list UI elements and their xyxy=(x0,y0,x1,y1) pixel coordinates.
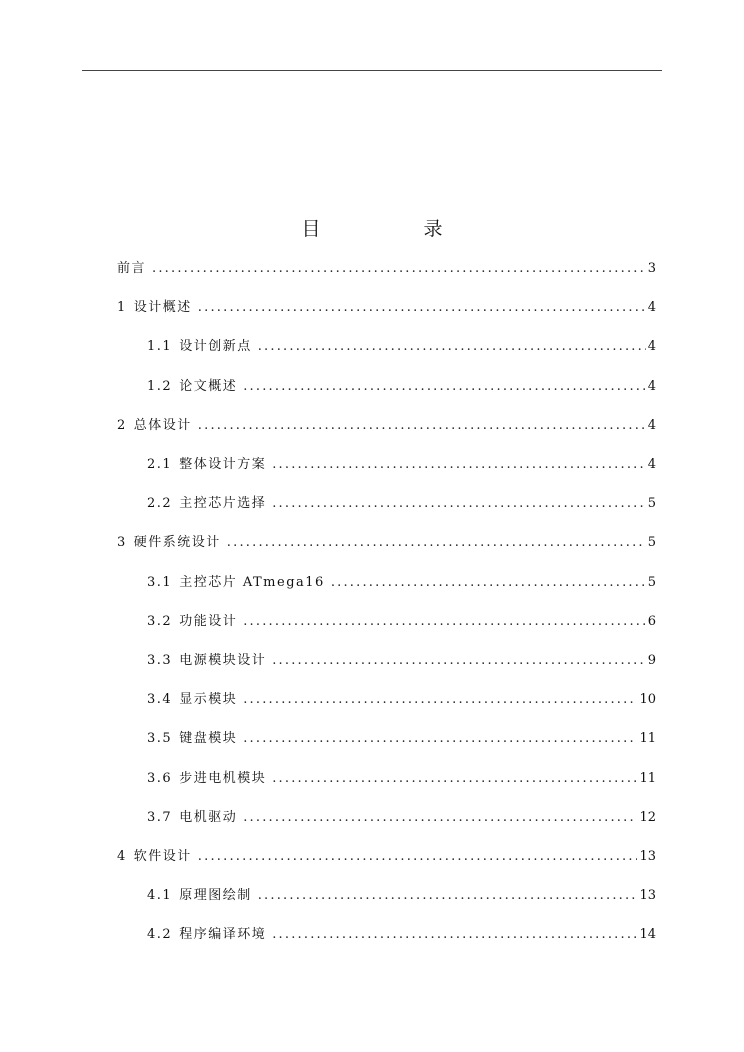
toc-entry[interactable] xyxy=(147,375,656,397)
toc-entry-page-number: 14 xyxy=(639,927,656,942)
toc-entry-label: 显示模块 xyxy=(179,692,238,707)
toc-entry-label: 程序编译环境 xyxy=(179,927,267,942)
toc-entry[interactable] xyxy=(147,610,656,632)
toc-entry-number: 2.2 xyxy=(147,496,173,511)
toc-entry-page-number: 4 xyxy=(647,300,656,315)
toc-entry-label: 步进电机模块 xyxy=(179,771,267,786)
toc-entry[interactable] xyxy=(117,257,656,279)
toc-entry[interactable] xyxy=(147,571,656,593)
toc-dot-leader xyxy=(243,731,637,746)
toc-entry-label: 设计创新点 xyxy=(179,339,252,354)
toc-entry[interactable] xyxy=(147,727,656,749)
toc-entry-page-number: 9 xyxy=(647,653,656,668)
toc-dot-leader xyxy=(152,261,646,276)
toc-entry-number: 2.1 xyxy=(147,457,173,472)
toc-entry-label: 软件设计 xyxy=(133,849,192,864)
toc-entry-label: 整体设计方案 xyxy=(179,457,267,472)
toc-title: 目 录 xyxy=(301,218,485,240)
toc-entry[interactable] xyxy=(147,335,656,357)
toc-entry-label: 主控芯片选择 xyxy=(179,496,267,511)
toc-dot-leader xyxy=(243,614,646,629)
toc-entry-number: 4 xyxy=(117,849,127,864)
toc-dot-leader xyxy=(243,379,646,394)
toc-entry-page-number: 4 xyxy=(647,379,656,394)
toc-entry-page-number: 12 xyxy=(639,810,656,825)
toc-entry-page-number: 11 xyxy=(639,771,656,786)
toc-dot-leader xyxy=(272,653,646,668)
toc-entry-number: 2 xyxy=(117,418,127,433)
toc-entry-number: 3.5 xyxy=(147,731,173,746)
toc-entry-number: 1 xyxy=(117,300,127,315)
toc-entry-label: 前言 xyxy=(117,261,147,276)
toc-entry-number: 4.1 xyxy=(147,888,173,903)
toc-dot-leader xyxy=(331,575,646,590)
toc-entry[interactable] xyxy=(117,296,656,318)
toc-dot-leader xyxy=(272,771,637,786)
toc-entry-label: 硬件系统设计 xyxy=(133,535,221,550)
toc-entry[interactable] xyxy=(147,492,656,514)
toc-entry-page-number: 11 xyxy=(639,731,656,746)
toc-entry-page-number: 6 xyxy=(647,614,656,629)
toc-entry-page-number: 3 xyxy=(647,261,656,276)
toc-entry-page-number: 5 xyxy=(647,496,656,511)
toc-entry-number: 3.7 xyxy=(147,810,173,825)
toc-dot-leader xyxy=(258,888,638,903)
toc-entry[interactable] xyxy=(147,688,656,710)
toc-entry-page-number: 5 xyxy=(647,575,656,590)
toc-entry-page-number: 4 xyxy=(647,339,656,354)
toc-dot-leader xyxy=(272,457,646,472)
toc-entry[interactable] xyxy=(147,767,656,789)
toc-entry-number: 3.3 xyxy=(147,653,173,668)
toc-entry-number: 4.2 xyxy=(147,927,173,942)
toc-entry[interactable] xyxy=(117,531,656,553)
toc-entry-page-number: 4 xyxy=(647,457,656,472)
toc-entry-page-number: 10 xyxy=(639,692,656,707)
toc-entry-label: 电源模块设计 xyxy=(179,653,267,668)
toc-entry[interactable] xyxy=(147,923,656,945)
toc-entry-label: 原理图绘制 xyxy=(179,888,252,903)
toc-dot-leader xyxy=(243,692,637,707)
toc-entry-page-number: 4 xyxy=(647,418,656,433)
toc-entry-number: 3.6 xyxy=(147,771,173,786)
toc-entry-number: 1.2 xyxy=(147,379,173,394)
toc-entry-label: 键盘模块 xyxy=(179,731,238,746)
toc-entry-label: 主控芯片 ATmega16 xyxy=(179,575,325,590)
toc-entry-label: 电机驱动 xyxy=(179,810,238,825)
toc-dot-leader xyxy=(227,535,646,550)
toc-entry-number: 3 xyxy=(117,535,127,550)
toc-dot-leader xyxy=(198,418,646,433)
toc-entry[interactable] xyxy=(147,649,656,671)
toc-entry[interactable] xyxy=(147,806,656,828)
toc-entry-number: 3.4 xyxy=(147,692,173,707)
toc-entry[interactable] xyxy=(117,845,656,867)
toc-dot-leader xyxy=(198,849,638,864)
header-rule xyxy=(82,70,662,71)
toc-entry-page-number: 13 xyxy=(639,849,656,864)
toc-dot-leader xyxy=(243,810,637,825)
toc-entry-page-number: 5 xyxy=(647,535,656,550)
toc-entry-number: 3.2 xyxy=(147,614,173,629)
toc-dot-leader xyxy=(272,927,637,942)
toc-entry-number: 1.1 xyxy=(147,339,173,354)
toc-dot-leader xyxy=(198,300,646,315)
toc-entry[interactable] xyxy=(147,453,656,475)
toc-entry-label: 总体设计 xyxy=(133,418,192,433)
toc-entry-page-number: 13 xyxy=(639,888,656,903)
toc-entry[interactable] xyxy=(117,414,656,436)
toc-entry-label: 设计概述 xyxy=(133,300,192,315)
toc-dot-leader xyxy=(258,339,646,354)
toc-entry-label: 论文概述 xyxy=(179,379,238,394)
toc-dot-leader xyxy=(272,496,646,511)
toc-entry[interactable] xyxy=(147,884,656,906)
toc-entry-number: 3.1 xyxy=(147,575,173,590)
toc-entry-label: 功能设计 xyxy=(179,614,238,629)
